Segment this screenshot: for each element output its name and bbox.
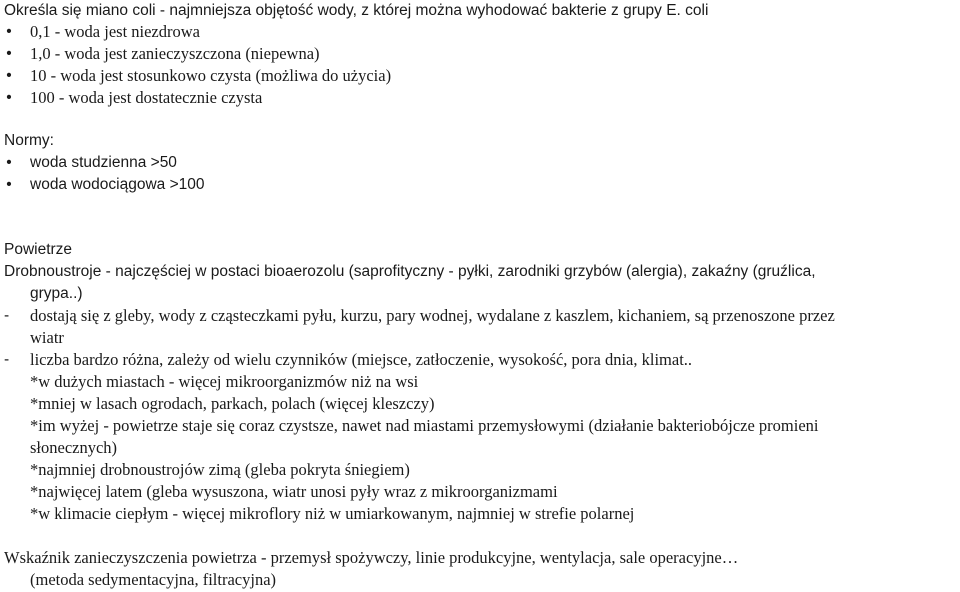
star-item: *najwięcej latem (gleba wysuszona, wiatr unosi pyły wraz z mikroorganizmami [30,482,558,501]
dash-icon: - [4,351,10,368]
bullet-icon: • [6,45,12,62]
star-item: *w klimacie ciepłym - więcej mikroflory niż w umiarkowanym, najmniej w strefie polarnej [30,504,635,523]
star-item: *w dużych miastach - więcej mikroorganizmów niż na wsi [30,372,419,391]
bullet-icon: • [6,67,12,84]
bullet-icon: • [6,23,12,40]
norms-heading: Normy: [4,132,54,149]
indicator-methods: (metoda sedymentacyjna, filtracyjna) [30,570,277,589]
star-item: *im wyżej - powietrze staje się coraz czystsze, nawet nad miastami przemysłowymi (działanie bakteriobójcze promieni [30,416,819,435]
air-text-line: grypa..) [30,285,83,302]
star-item: *mniej w lasach ogrodach, parkach, polach (więcej kleszczy) [30,394,435,413]
dash-icon: - [4,307,10,324]
air-text-line: liczba bardzo różna, zależy od wielu czynników (miejsce, zatłoczenie, wysokość, pora dnia, klimat.. [30,350,693,369]
bullet-icon: • [6,89,12,106]
air-heading: Powietrze [4,241,73,258]
indicator-line: Wskaźnik zanieczyszczenia powietrza - przemysł spożywczy, linie produkcyjne, wentylacja, sale operacyjne… [4,548,739,567]
air-text-line: dostają się z gleby, wody z cząsteczkami pyłu, kurzu, pary wodnej, wydalane z kaszlem, kichaniem, są przenoszone przez [30,306,835,325]
bullet-icon: • [6,176,12,193]
air-text-line: wiatr [30,328,64,347]
air-text-line: Drobnoustroje - najczęściej w postaci bioaerozolu (saprofityczny - pyłki, zarodniki grzybów (alergia), zakaźny (gruźlica, [4,263,816,280]
bullet-icon: • [6,154,12,171]
star-item: *najmniej drobnoustrojów zimą (gleba pokryta śniegiem) [30,460,410,479]
star-item: słonecznych) [30,438,118,457]
intro-line: Określa się miano coli - najmniejsza objętość wody, z której można wyhodować bakterie z grupy E. coli [4,2,709,19]
